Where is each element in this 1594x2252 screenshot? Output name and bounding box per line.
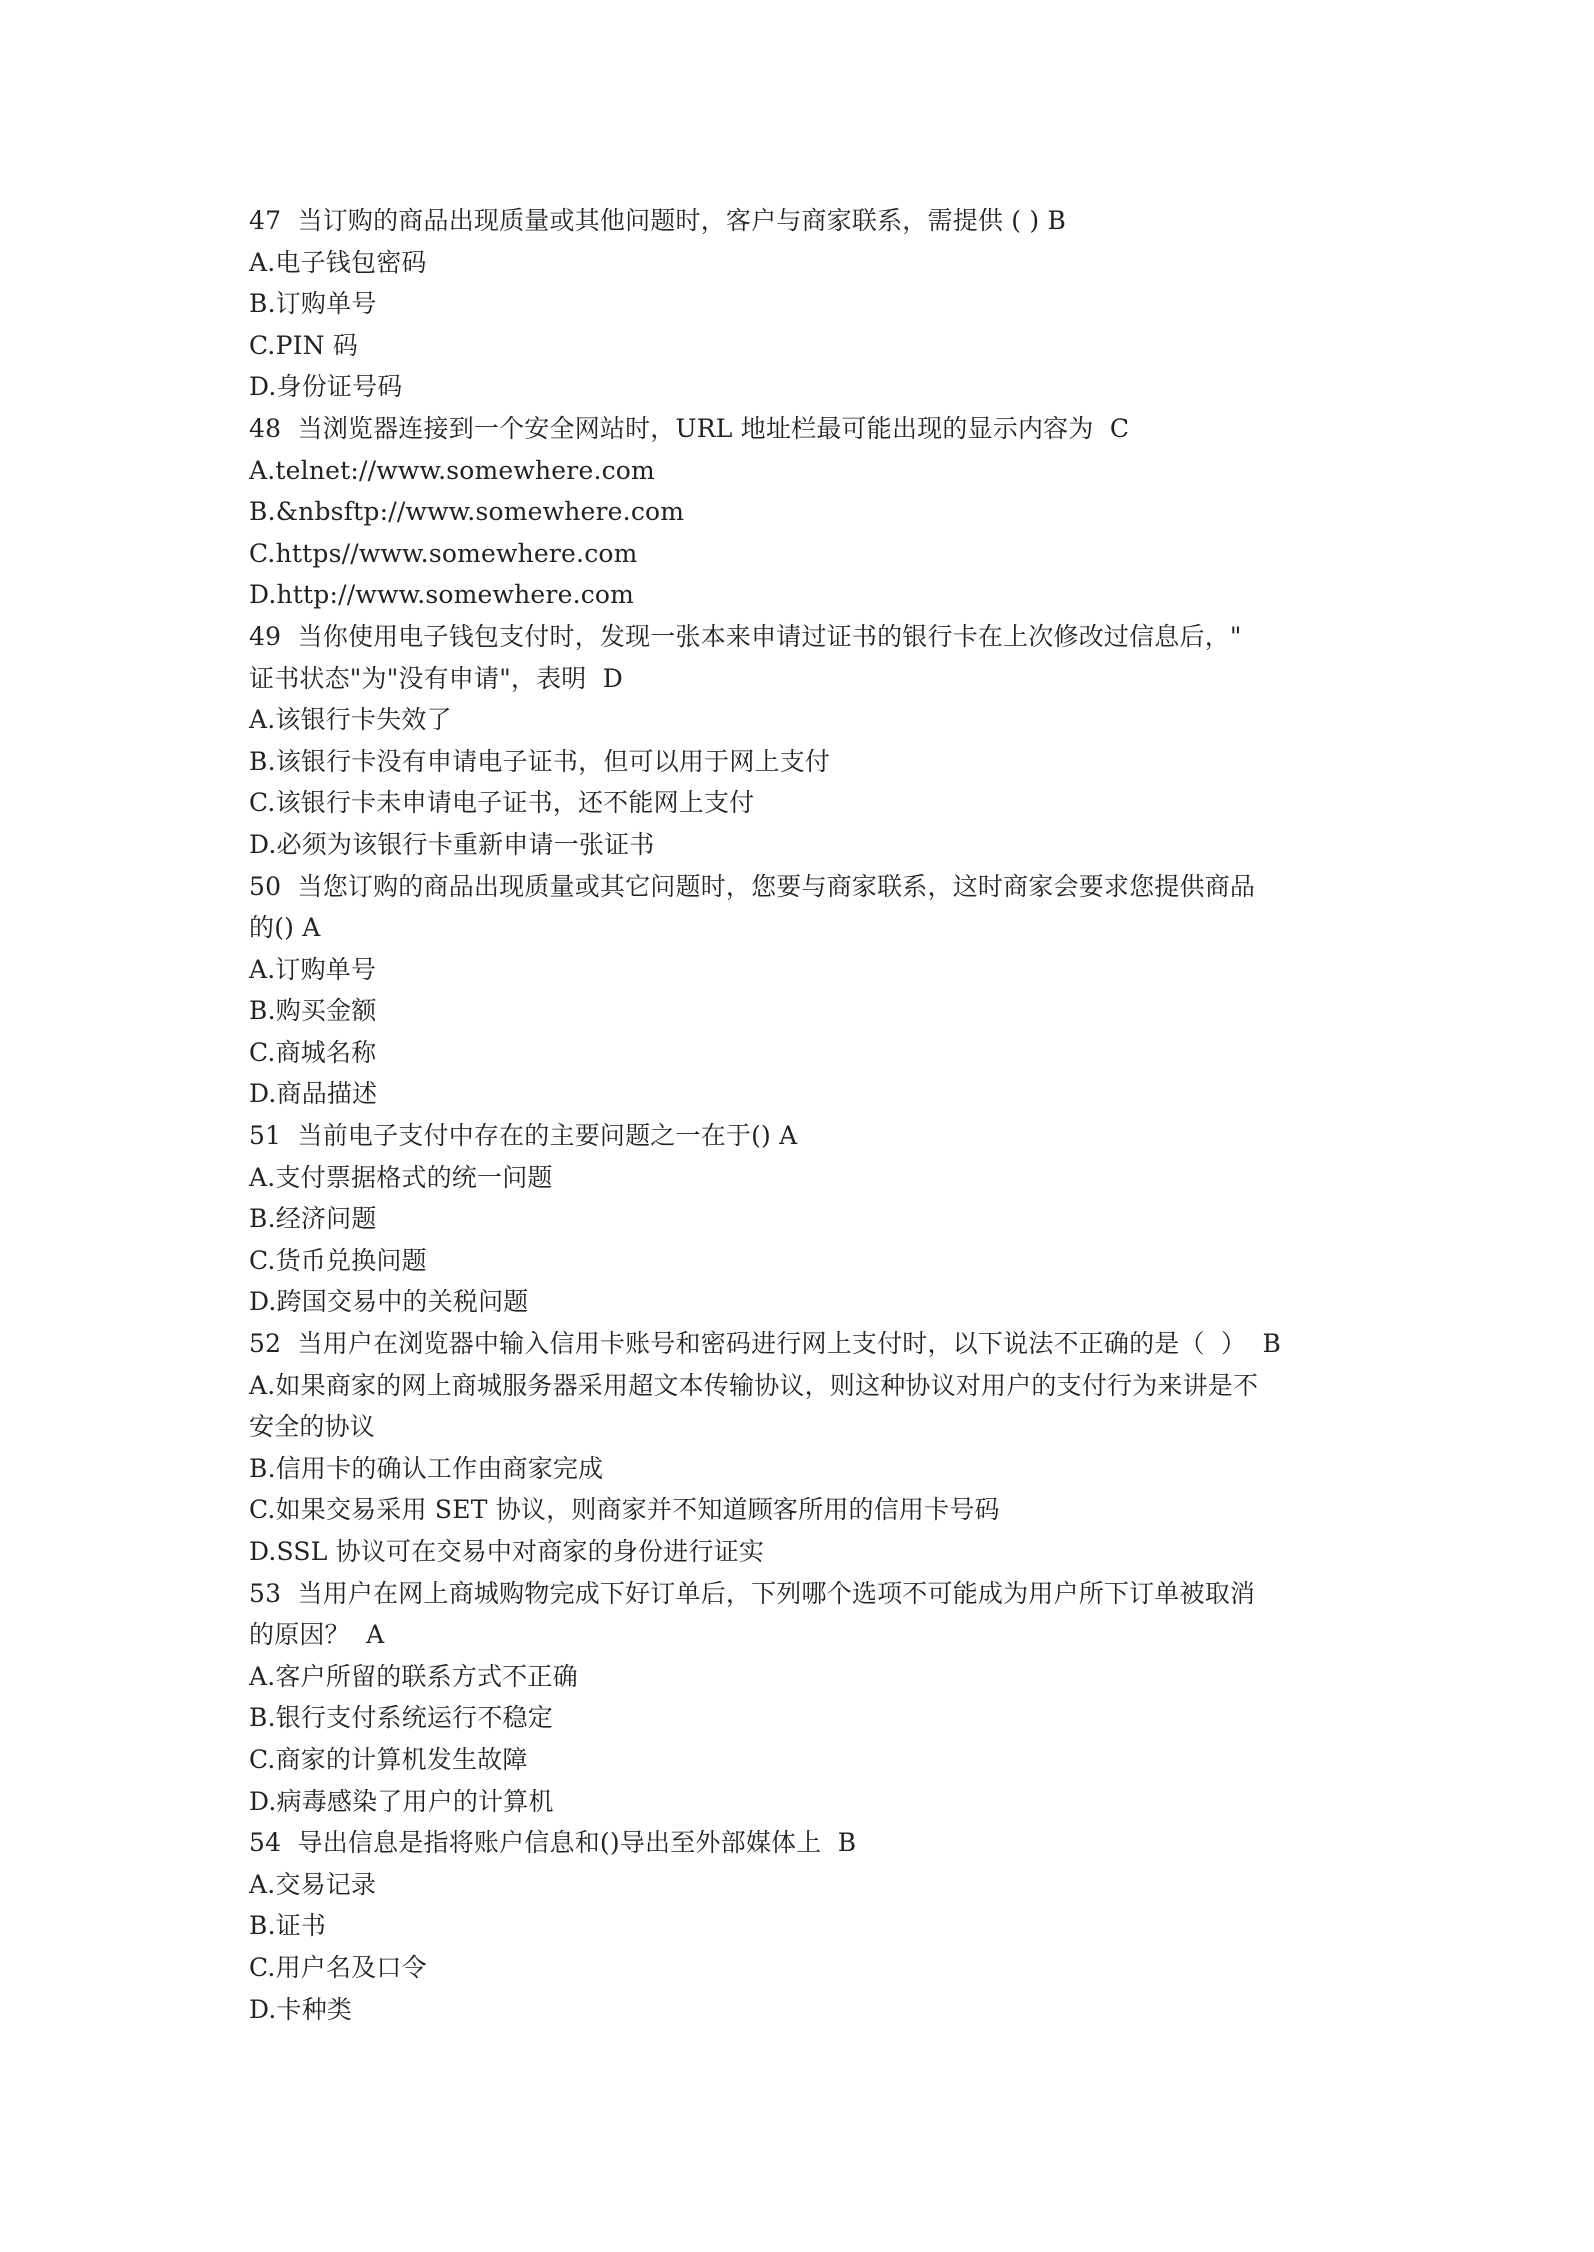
option-a: A.电子钱包密码 (249, 247, 427, 277)
option-b: B.经济问题 (249, 1204, 377, 1234)
option-a: A.如果商家的网上商城服务器采用超文本传输协议，则这种协议对用户的支付行为来讲是不 (249, 1370, 1259, 1400)
option-d: D.SSL 协议可在交易中对商家的身份进行证实 (249, 1537, 765, 1566)
question-text: 52 当用户在浏览器中输入信用卡账号和密码进行网上支付时，以下说法不正确的是（ ） B (249, 1329, 1282, 1359)
option-b: B.订购单号 (249, 289, 377, 319)
question-text: 50 当您订购的商品出现质量或其它问题时，您要与商家联系，这时商家会要求您提供商品 (249, 871, 1256, 901)
document-page (249, 200, 1369, 2030)
option-b: B.&nbsftp://www.somewhere.com (249, 497, 685, 527)
option-a: A.telnet://www.somewhere.com (249, 455, 655, 485)
option-a: A.交易记录 (249, 1869, 377, 1899)
question-text: 47 当订购的商品出现质量或其他问题时，客户与商家联系，需提供 ( ) B (249, 206, 1067, 235)
option-c: C.商城名称 (249, 1037, 377, 1067)
question-text-continued: 证书状态"为"没有申请"，表明 D (249, 663, 624, 693)
question-49 (249, 616, 1369, 866)
option-b: B.该银行卡没有申请电子证书，但可以用于网上支付 (249, 746, 831, 776)
question-47 (249, 200, 1369, 408)
option-d: D.病毒感染了用户的计算机 (249, 1786, 554, 1816)
question-51 (249, 1115, 1369, 1323)
option-c: C.货币兑换问题 (249, 1245, 427, 1275)
question-50 (249, 866, 1369, 1116)
option-c: C.商家的计算机发生故障 (249, 1744, 528, 1774)
option-b: B.银行支付系统运行不稳定 (249, 1703, 553, 1733)
question-text-continued: 的原因？ A (249, 1620, 385, 1650)
option-d: D.商品描述 (249, 1079, 378, 1109)
question-53 (249, 1573, 1369, 1823)
question-text: 53 当用户在网上商城购物完成下好订单后，下列哪个选项不可能成为用户所下订单被取消 (249, 1578, 1256, 1608)
option-a: A.支付票据格式的统一问题 (249, 1162, 553, 1192)
question-text: 51 当前电子支付中存在的主要问题之一在于() A (249, 1121, 798, 1151)
question-text: 48 当浏览器连接到一个安全网站时，URL 地址栏最可能出现的显示内容为 C (249, 413, 1130, 443)
option-a: A.客户所留的联系方式不正确 (249, 1661, 578, 1691)
option-d: D.跨国交易中的关税问题 (249, 1287, 529, 1317)
question-text: 54 导出信息是指将账户信息和()导出至外部媒体上 B (249, 1828, 857, 1858)
question-text-continued: 的() A (249, 913, 321, 943)
option-d: D.必须为该银行卡重新申请一张证书 (249, 829, 655, 859)
question-54 (249, 1822, 1369, 2030)
option-d: D.卡种类 (249, 1994, 353, 2024)
option-a-continued: 安全的协议 (249, 1412, 376, 1442)
option-c: C.如果交易采用 SET 协议，则商家并不知道顾客所用的信用卡号码 (249, 1495, 1000, 1525)
option-c: C.PIN 码 (249, 330, 359, 360)
option-c: C.该银行卡未申请电子证书，还不能网上支付 (249, 788, 755, 818)
option-c: C.https//www.somewhere.com (249, 538, 638, 568)
option-a: A.订购单号 (249, 954, 377, 984)
question-text: 49 当你使用电子钱包支付时，发现一张本来申请过证书的银行卡在上次修改过信息后，" (249, 621, 1242, 651)
option-b: B.信用卡的确认工作由商家完成 (249, 1453, 604, 1483)
option-b: B.购买金额 (249, 996, 377, 1026)
option-c: C.用户名及口令 (249, 1952, 427, 1982)
option-b: B.证书 (249, 1911, 327, 1941)
option-d: D.http://www.somewhere.com (249, 580, 635, 610)
option-a: A.该银行卡失效了 (249, 705, 452, 735)
option-d: D.身份证号码 (249, 372, 403, 402)
question-52 (249, 1323, 1369, 1573)
question-48 (249, 408, 1369, 616)
